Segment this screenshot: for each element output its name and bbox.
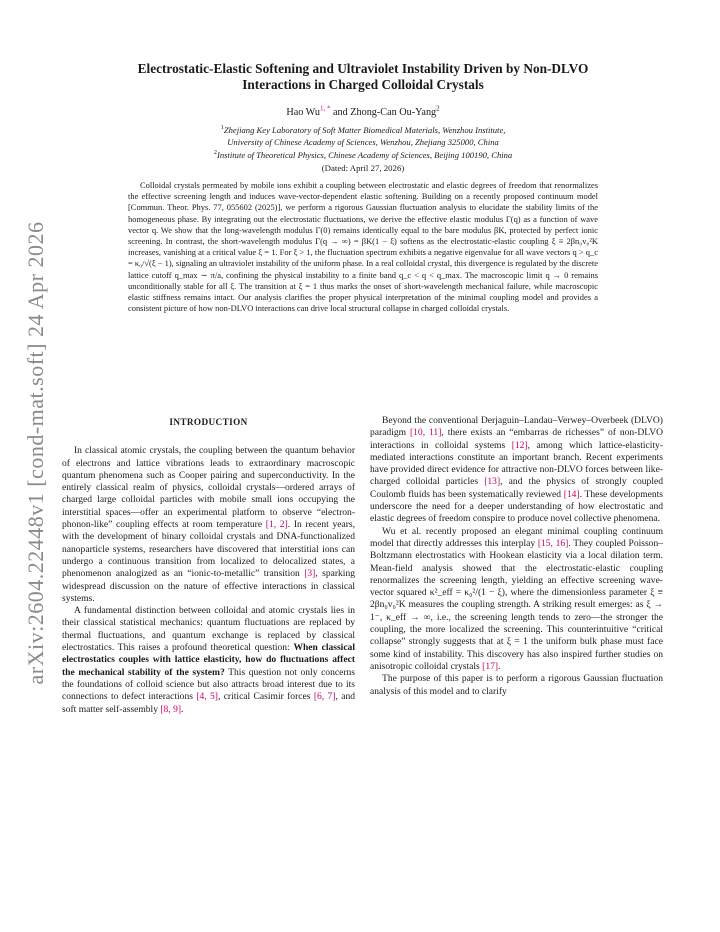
left-column [62,412,355,716]
citation-link[interactable]: [15, 16] [537,537,569,549]
dated-line: (Dated: April 27, 2026) [321,163,405,173]
intro-paragraph-1: In classical atomic crystals, the coupling between the quantum behavior of electrons and lattice vibrations leads to extraordinary macroscopic quantum phenomena such as Cooper pairing and superconductivity. In the entirely classical realm of physics, colloidal crystals—ordered arrays of charged large colloidal particles with mobile small ions occupying the interstitial spaces—offer an experimental platform to observe “electron-phonon-like” coupling effects at room temperature [1, 2]. In recent years, with the development of binary colloidal crystals and DNA-functionalized nanoparticle systems, researchers have discovered that interstitial ions can undergo a continuous transition from localized to delocalized states, a phenomenon analogized as an “ionic-to-metallic” transition [3], sparking widespread discussion on the nature of effective interactions in classical systems. [62,445,355,604]
affiliation-2-mark: 2 [213,149,217,157]
author-list [80,104,646,118]
author-and: and [333,107,348,118]
abstract: Colloidal crystals permeated by mobile ions exhibit a coupling between electrostatic and elastic degrees of freedom that renormalizes the effective screening length and induces wave-vector-dependent elastic softening. Building on a recently proposed continuum model [Commun. Theor. Phys. 77, 055602 (2025)], we perform a rigorous Gaussian fluctuation analysis to elucidate the stability limits of the homogeneous phase. By integrating out the electrostatic fluctuations, we derive the effective elastic modulus Γ(q) as a function of wave vector q. We show that the long-wavelength modulus Γ(0) remains identically equal to the bare modulus βK, protected by perfect ionic screening. In contrast, the short-wavelength modulus Γ(q → ∞) = βK(1 − ξ) softens as the electrostatic-elastic coupling ξ ≡ 2βn₀v₀²K increases, vanishing at a critical value ξ = 1. For ξ > 1, the fluctuation spectrum exhibits a negative eigenvalue for all wave vectors q > q_c = κ₀/√(ξ − 1), signaling an ultraviolet instability of the uniform phase. In a real colloidal crystal, this divergence is regulated by the discrete lattice cutoff q_max ∼ π/a, confining the physical instability to a finite band q_c < q < q_max. The macroscopic limit q → 0 remains unconditionally stable for all ξ. The transition at ξ = 1 thus marks the onset of short-wavelength mechanical failure, while macroscopic elastic stiffness remains intact. Our analysis clarifies the proper physical interpretation of the minimal coupling model and provides a consistent picture of how non-DLVO interactions can drive local structural collapse in charged colloidal crystals. [128,180,598,314]
affiliation-1-line-2: University of Chinese Academy of Sciences, Wenzhou, Zhejiang 325000, China [227,136,499,147]
key-question: When classical electrostatics couples with lattice elasticity, how do fluctuations affect the mechanical stability of the system? [62,642,355,678]
right-paragraph-3: The purpose of this paper is to perform a rigorous Gaussian fluctuation analysis of this model and to clarify [370,673,663,697]
author-1: Hao Wu [286,107,320,118]
right-column [370,415,663,698]
citation-link[interactable]: [3] [304,568,316,580]
citation-link[interactable]: [1, 2] [265,519,288,531]
author-1-marks[interactable]: 1, * [319,104,331,113]
citation-link[interactable]: [12] [511,439,528,451]
title-line-2: Interactions in Charged Colloidal Crystals [242,77,484,92]
arxiv-identifier: arXiv:2604.22448v1 [cond-mat.soft] 24 Apr 2026 [23,221,48,685]
citation-link[interactable]: [10, 11] [409,427,442,439]
title-line-1: Electrostatic-Elastic Softening and Ultraviolet Instability Driven by Non-DLVO [137,61,589,76]
citation-link[interactable]: [13] [484,476,501,488]
citation-link[interactable]: [17] [482,660,499,672]
affiliation-2-line-1: Institute of Theoretical Physics, Chinese Academy of Sciences, Beijing 100190, China [217,150,513,160]
affiliation-2 [80,150,646,162]
arxiv-sidebar [14,218,58,688]
citation-link[interactable]: [6, 7] [313,691,336,703]
affiliation-1 [80,125,646,148]
citation-link[interactable]: [8, 9] [160,703,182,715]
right-paragraph-1: Beyond the conventional Derjaguin–Landau–Verwey–Overbeek (DLVO) paradigm [10, 11], there exists an “embarras de richesses” of non-DLVO interactions in colloidal systems [12], among which lattice-elasticity-mediated interactions constitute an important branch. Recent experiments have provided direct evidence for attractive non-DLVO forces between like-charged colloidal particles [13], and the physics of strongly coupled Coulomb fluids has been systematically reviewed [14]. These developments underscore the need for a deeper understanding of how electrostatic and elastic degrees of freedom conspire to produce novel collective phenomena. [370,415,663,525]
affiliation-1-mark: 1 [220,124,224,132]
right-paragraph-2: Wu et al. recently proposed an elegant minimal coupling continuum model that directly addresses this interplay [15, 16]. They coupled Poisson–Boltzmann electrostatics with Hookean elasticity via a local dilation term. Mean-field analysis showed that the electrostatic-elastic coupling renormalizes the screening length, yielding an effective screening wave-vector squared κ²_eff = κ₀²/(1 − ξ), where the dimensionless parameter ξ ≡ 2βn₀v₀²K measures the coupling strength. A striking result emerges: as ξ → 1⁻, κ_eff → ∞, i.e., the screening length tends to zero—the stronger the coupling, the more localized the screening. This counterintuitive “critical collapse” strongly suggests that at ξ = 1 the uniform bulk phase must face some kind of instability. This discovery has also inspired further studies on anisotropic colloidal crystals [17]. [370,525,664,672]
citation-link[interactable]: [4, 5] [196,691,218,703]
citation-link[interactable]: [14] [563,488,580,500]
author-2-mark: 2 [436,104,440,113]
paper-title [80,61,646,93]
author-2: Zhong-Can Ou-Yang [350,107,437,118]
affiliation-1-line-1: Zhejiang Key Laboratory of Soft Matter Biomedical Materials, Wenzhou Institute, [223,125,506,135]
section-heading-introduction: INTRODUCTION [169,417,248,427]
intro-paragraph-2: A fundamental distinction between colloidal and atomic crystals lies in their classical statistical mechanics: quantum fluctuations are replaced by thermal fluctuations, and quantum exchange is replaced by classical electrostatics. This raises a profound theoretical question: When classical electrostatics couples with lattice elasticity, how do fluctuations affect the mechanical stability of the system? This question not only concerns the foundations of colloid science but also attracts broad interest due to its connections to defect interactions [4, 5], critical Casimir forces [6, 7], and soft matter self-assembly [8, 9]. [62,605,355,715]
